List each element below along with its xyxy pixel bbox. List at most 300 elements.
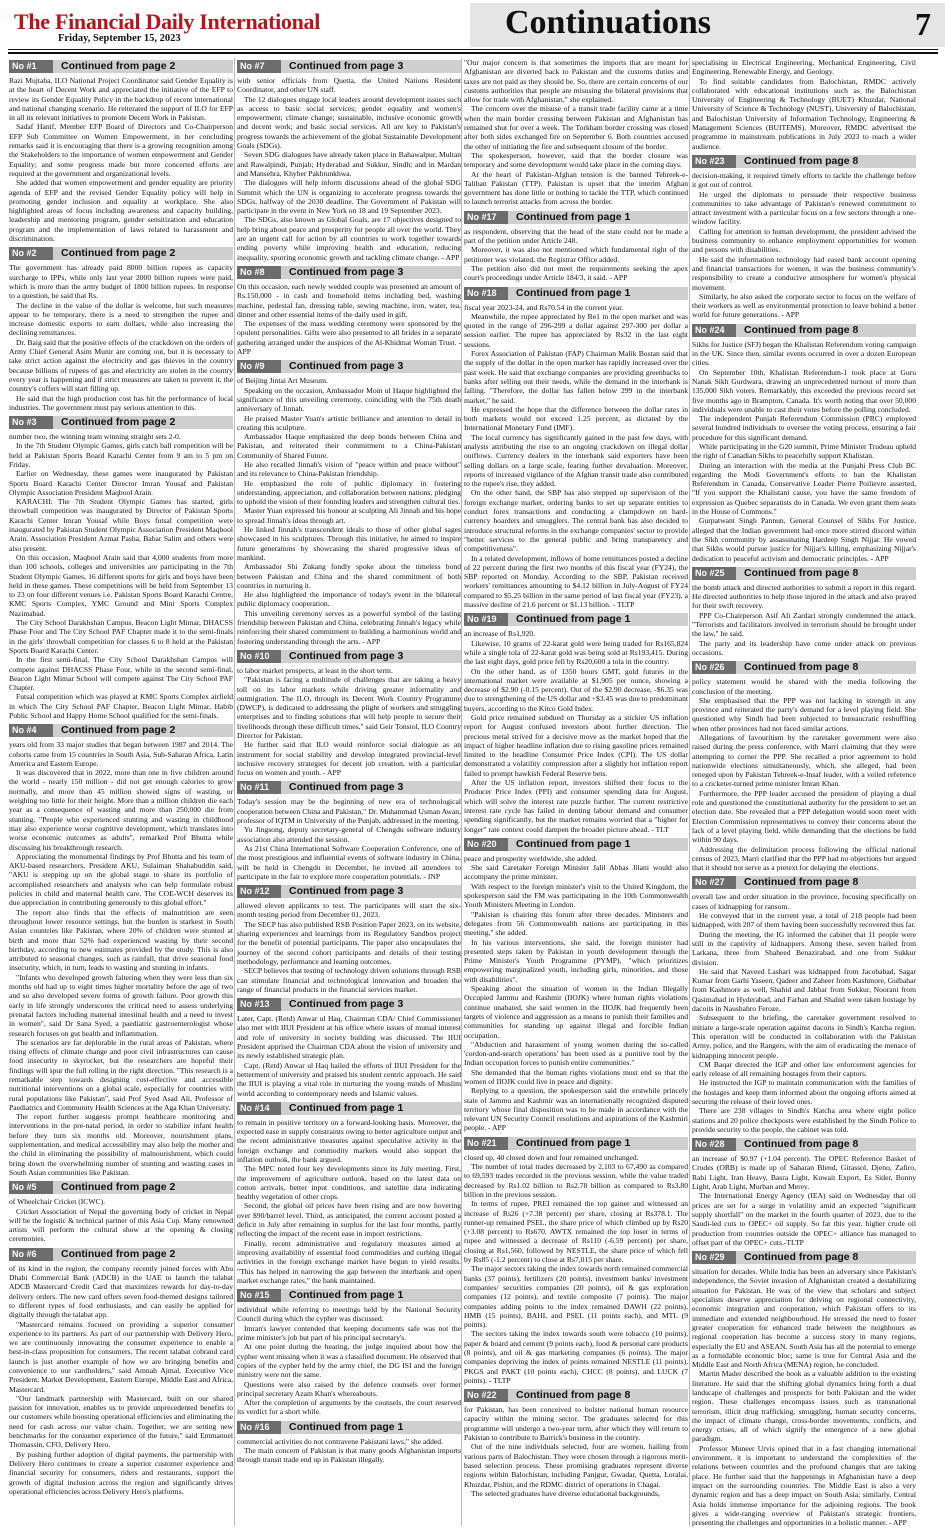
article-paragraph: The expenses of the mass wedding ceremony were sponsored by the opulent personalities. Gifts were also presented to all brides in a separate gathering arranged under the auspices of the Al-Khidmat Woman Trust. - APP bbox=[237, 319, 461, 357]
article-header bbox=[9, 60, 233, 73]
article-body bbox=[237, 1014, 461, 1098]
article-body bbox=[237, 797, 461, 881]
article-paragraph: The report further suggests prompt healthcare monitoring and interventions in the pre-natal period, in order to stabilize infant health before they turn six months old. Moreover, nourishment plans, supplementation, and medical accessibility may also help the mother and the child in eliminating the possibility of malnourishment, which could bring down the overwhelming number of stunting and wasting cases in South Asian communities like Pakistan. bbox=[9, 1112, 233, 1177]
continuation-article bbox=[237, 998, 461, 1098]
article-body bbox=[692, 583, 916, 657]
continued-from-label: Continued from page 3 bbox=[281, 650, 461, 663]
continued-from-label: Continued from page 3 bbox=[281, 998, 461, 1011]
article-number-badge: No #27 bbox=[692, 876, 736, 889]
column-divider bbox=[234, 58, 235, 1526]
article-number-badge: No #7 bbox=[237, 60, 281, 73]
article-paragraph: The scenarios are far deplorable in the rural areas of Pakistan, where rising effects of climate change and poor civil infrastructures can cause food insecurity to skyrocket, but the researchers are hopeful their findings will spur the full rolling in the right direction. "This research is a remarkable step towards designing cost-effective and accessible nutritional interventions on a global scale, especially for countries with rural populations like Pakistan", said Prof Syed Asad Ali, Professor of Paediatrics and Community Health Sciences at the Aga Khan University. bbox=[9, 1037, 233, 1112]
masthead-rule bbox=[8, 49, 938, 50]
continued-from-label: Continued from page 3 bbox=[281, 781, 461, 794]
article-paragraph: At the heart of Pakistan-Afghan tension is the banned Tehreek-e-Taliban Pakistan (TTP). Pakistan is upset that the interim Afghan government has done little or nothing to tackle the TTP, which continued to launch terrorist attacks from across the border. bbox=[464, 169, 688, 207]
article-paragraph: fiscal year 2023-24, and Rs70.54 in the current year. bbox=[464, 302, 624, 312]
continuation-article bbox=[237, 885, 461, 994]
article-body bbox=[237, 901, 461, 994]
continuation-article bbox=[464, 613, 688, 834]
continued-from-label: Continued from page 8 bbox=[508, 1389, 688, 1402]
article-paragraph: During an interaction with the media at the Punjabi Press Club BC regarding the Modi Government's efforts to ban the Khalistan Referendum in Canada, Conservative Leader Pierre Poilievre asserted, "If you support the Khalistani cause, you have the same freedom of expression as Quebec separatists do in Canada. We even grant them seats in the House of Commons." bbox=[692, 460, 916, 517]
article-header bbox=[464, 1389, 688, 1402]
article-paragraph: to labor market prospects, at least in the short term. bbox=[237, 665, 393, 675]
article-paragraph: Finally, recent administrative and regulatory measures aimed at improving availability of essential food commodities and curbing illegal activities in the foreign exchange market have begun to yield results. "This has helped in narrowing the gap between the interbank and open market exchange rates," the bank maintained. bbox=[237, 1238, 461, 1285]
article-paragraph: She demanded that the human rights violations must end so that the women of IIOJK could live in peace and dignity. bbox=[464, 1067, 688, 1086]
article-header bbox=[9, 1248, 233, 1261]
article-paragraph: individual while referring to meetings held by the National Security Council during which the cypher was discussed. bbox=[237, 1305, 461, 1324]
article-header bbox=[464, 613, 688, 626]
article-paragraph: He conveyed that in the current year, a total of 218 people had been kidnapped, with 207 of them having been successfully recovered thus far. bbox=[692, 911, 916, 930]
article-paragraph: During the meeting, the IG informed the cabinet that 11 people were still in the captivity of kidnappers. Among these, seven hailed from Larkana, three from Shaheed Benazirabad, and one from Sukkur division. bbox=[692, 929, 916, 967]
article-body bbox=[464, 1153, 688, 1385]
article-header bbox=[237, 266, 461, 279]
article-paragraph: He urged the diplomats to persuade their respective business communities to take advantage of Pakistan's renewed commitment to attract investment with a particular focus on a few sectors through a one-window facility. bbox=[692, 189, 916, 227]
article-body bbox=[237, 1118, 461, 1285]
continuation-article bbox=[464, 211, 688, 283]
article-paragraph: Furthermore, the PPP leader accused the president of playing a dual role and questioned the constitutional authority for the president to set an election date. She revealed that a PPP delegation would soon meet with Election Commission representatives to convey their concerns about the lack of a level playing field, while demanding that the elections be held within 90 days. bbox=[692, 788, 916, 845]
article-number-badge: No #28 bbox=[692, 1138, 736, 1151]
article-header bbox=[692, 876, 916, 889]
continued-from-label: Continued from page 3 bbox=[281, 885, 461, 898]
article-paragraph: Later, Capt. (Retd) Anwar ul Haq, Chairman CDA/ Chief Commissioner also met with IIUI President at his office where issues of mutual interest and role of university in society building was discussed. The IIUI President apprised the Chairman CDA about the vision of university and its newly established strategic plan. bbox=[237, 1014, 461, 1061]
continued-from-label: Continued from page 3 bbox=[281, 266, 461, 279]
article-body bbox=[237, 1437, 461, 1465]
article-paragraph: Appreciating the monumental findings by Prof Bhutta and his team of AKU-based researchers, President AKU, Sulaiman Shahabuddin said, "AKU is stepping up on the global stage to share its portfolio of accomplished researchers and analysts who can help formulate robust policies in child and maternal health care. The COE-WCH deserves its due appreciation in contributing generously to this global effort." bbox=[9, 851, 233, 908]
article-paragraph: At one point during the hearing, the judge inquired about how the cypher went missing when it was a classified document. He observed that copies of the cypher held by the army chief, the DG ISI and the foreign ministry were not the same. bbox=[237, 1342, 461, 1380]
article-paragraph: He also recalled Jinnah's vision of "peace within and peace without" and its relevance to China-Pakistan friendship. bbox=[237, 459, 461, 479]
article-body bbox=[464, 1405, 688, 1498]
article-body bbox=[464, 227, 688, 283]
continued-from-label: Continued from page 2 bbox=[53, 60, 233, 73]
continuation-article bbox=[692, 567, 916, 657]
article-paragraph: He said that Naveed Lashari was kidnapped from Jacobabad, Sagar Kumar from Garhi Yaseen, Qadeer and Zaheer from Kashmore, Gulbahar from Kashmore as well, Shahid and Jabbar from Sukkur, Noorani from Qasimabad in Hyderabad, and Farhan and Shahid were taken hostage by dacoits in Naushahro Feroze. bbox=[692, 966, 916, 1014]
article-number-badge: No #13 bbox=[237, 998, 281, 1011]
article-paragraph: decision-making, it required timely efforts to tackle the challenge before it got out of control. bbox=[692, 170, 916, 190]
article-body bbox=[692, 58, 916, 151]
page-number: 7 bbox=[915, 6, 931, 42]
article-paragraph: Speaking on the occasion, Ambassador Moin ul Haque highlighted the significance of this unveiling ceremony, coinciding with the 75th death anniversary of Jinnah. bbox=[237, 385, 461, 414]
article-body bbox=[464, 58, 688, 207]
article-body bbox=[692, 677, 916, 872]
article-paragraph: He instructed the IGP to maintain communication with the families of the hostages and keep them informed about the ongoing efforts aimed at securing the release of their loved ones. bbox=[692, 1078, 916, 1106]
continuation-article bbox=[692, 1138, 916, 1247]
article-body bbox=[692, 892, 916, 1134]
article-paragraph: KARACHI: The 7th Student Olympic Games has started, girls throwball competition was inaugurated by Director of Pakistan Sports Karachi Center Imran Yousaf while Boys futsal competition were inaugurated by Pakistan Student Olympic Association President Maqbool Arain. Association President Azmat Pasha, Babar Salim and others were also present. bbox=[9, 497, 233, 553]
continuation-article bbox=[464, 287, 688, 610]
article-header bbox=[237, 360, 461, 373]
article-paragraph: The MPC noted four key developments since its July meeting. First, the improvement of agriculture outlook, based on the latest data on cotton arrivals, better input conditions, and satellite data indicating healthy vegetation of other crops. bbox=[237, 1164, 461, 1202]
article-paragraph: "Abduction and harassment of young women during the so-called 'cordon-and-search operations' has been used as a punitive tool by the Indian occupation forces to punish entire communities." bbox=[464, 1039, 688, 1068]
article-paragraph: Yu Jingsong, deputy secretary-general of Chengdu software industry association also attended the session. bbox=[237, 825, 461, 844]
publication-date: Friday, September 15, 2023 bbox=[58, 33, 181, 44]
article-body bbox=[692, 1154, 916, 1247]
article-paragraph: The major sectors taking the index towards north remained commercial banks (37 points), fertilizers (20 points), investment banks/ investment companies/ securities companies (20 points), oil & gas exploration companies (12 points), and textile composite (7 points). The major companies adding points to the index remained DAWH (22 points), HMB (15 points), BAHL and PSEL (11 points each), and MTL (9 points). bbox=[464, 1264, 688, 1330]
section-title: Continuations bbox=[505, 4, 711, 41]
continued-from-label: Continued from page 1 bbox=[508, 613, 688, 626]
continued-from-label: Continued from page 2 bbox=[53, 1248, 233, 1261]
article-paragraph: Speaking about the situation of women in the Indian Illegally Occupied Jammu and Kashmir (IIOJK) where human rights violations continue unabated, she said women in the IIOJK had frequently been targets of violence and aggression as a means to punish their families and communities for standing up against illegal and forcible Indian occupation. bbox=[464, 984, 688, 1040]
article-header bbox=[237, 1289, 461, 1302]
continued-from-label: Continued from page 8 bbox=[736, 567, 916, 580]
article-paragraph: On the other hand, as of 1350 hours GMT, gold futures in the international market were available at $1,905 per ounce, showing a decrease of $2.90 (-0.15 percent). Out of the $2.90 decrease, -$6.35 was due to strengthening of the US dollar and +$3.45 was due to predominant buyers, according to the Kitco Gold Index. bbox=[464, 666, 688, 713]
article-body bbox=[464, 629, 688, 834]
article-paragraph: The report also finds that the effects of malnutrition are seen throughout lower resource settings, but the burden is starkest in South Asian countries like Pakistan, where 20% of children were stunted at birth and more than 52% had experienced wasting by their second birthday, according to new estimates provided by the study. This is also attributed to seasonal changes, such as rainfall, that drive seasonal food insecurity, which, in turn, leads to wasting and stunting in infants. bbox=[9, 907, 233, 973]
continuation-article bbox=[237, 266, 461, 356]
article-paragraph: The sectors taking the index towards south were tobacco (10 points), paper & board and cement (9 points each), food & personal care products (8 points), and oil & gas marketing companies (6 points). The major companies depriving the index of points remained NESTLE (11 points), PKGS and PAKT (10 points each), CHCC (8 points), and LUCK (7 points). - TLTP bbox=[464, 1329, 688, 1385]
article-paragraph: The concern over the misuse of a transit trade facility came at a time when the main border crossing between Pakistan and Afghanistan has remained shut for over a week. The Torkham border crossing was closed after both sides exchanged fire on September 6. Both countries accused the other of initiating the fire and subsequent closure of the border. bbox=[464, 104, 688, 151]
article-header bbox=[9, 416, 233, 429]
article-number-badge: No #16 bbox=[237, 1421, 281, 1434]
continued-from-label: Continued from page 2 bbox=[53, 724, 233, 737]
article-paragraph: Today's session may be the beginning of new era of technological cooperation between China and Pakistan," Dr. Muhammad Usman Awan, professor of IQTM in University of the Punjab, addressed in the meeting. bbox=[237, 797, 461, 826]
article-paragraph: of Wheelchair Cricket (ICWC). bbox=[9, 1197, 106, 1207]
article-header bbox=[237, 998, 461, 1011]
article-paragraph: The SDGs, also known as Global Goals, are 17 objectives designed to help bring about peace and prosperity for people all over the world. They are an urgent call for action by all countries to work together towards ending poverty while improving health and education, reducing inequality, spurring economic growth and tackling climate change. - APP bbox=[237, 215, 461, 262]
continuation-article bbox=[9, 416, 233, 720]
article-number-badge: No #23 bbox=[692, 155, 736, 168]
continuation-article bbox=[464, 1137, 688, 1385]
article-body bbox=[237, 76, 461, 262]
article-header bbox=[464, 287, 688, 300]
column-2 bbox=[237, 58, 461, 1528]
continuation-article bbox=[9, 724, 233, 1177]
article-paragraph: He also highlighted the importance of today's event in the bilateral public diplomacy cooperation. bbox=[237, 590, 461, 609]
article-paragraph: "Infants who developed growth faltering when they were less than six months old had up to eight times higher mortality before the age of two and so also developed severe forms of growth failure. Poor growth this early in life strongly underscores the critical need to assess underlying prenatal factors including maternal intestinal health and a need to invest in women", said Dr Sana Syed, a paediatric gastroenterologist whose research focuses on gut health and inflammation. bbox=[9, 972, 233, 1038]
article-body bbox=[464, 854, 688, 1133]
article-paragraph: Imran's lawyer contended that keeping documents safe was not the prime minister's job but part of his principal secretary's. bbox=[237, 1323, 461, 1343]
article-paragraph: On this occasion, Maqbool Arain said that 4,000 students from more than 100 schools, colleges and universities are participating in the 7th Student Olympic Games, 16 different sports for girls and boys have been held in these games. These competitions will be held from September 13 to 23 on four different venues i.e. Pakistan Sports Board Karachi Centre, KMC Sports Complex, YMC Ground and Mini Sports Complex Nazimabad. bbox=[9, 552, 233, 618]
article-paragraph: The number of total trades decreased by 2,103 to 67,490 as compared to 69,593 trades recorded in the previous session, while the value traded decreased by Rs1.02 billion to Rs2.78 billion as compared to Rs3.80 billion in the previous session. bbox=[464, 1162, 688, 1199]
article-paragraph: overall law and order situation in the province, focusing specifically on cases of kidnapping for ransom. bbox=[692, 892, 916, 911]
continuation-article bbox=[692, 58, 916, 151]
continuation-article bbox=[692, 324, 916, 563]
article-paragraph: "Our major concern is that sometimes the imports that are meant for Afghanistan are diverted back to Pakistan and the customs duties and taxes are not paid as they should be. So, there are certain concerns of our customs authorities that people are misusing the bilateral provisions that allow for trade with Afghanistan," she explained. bbox=[464, 58, 688, 105]
article-number-badge: No #26 bbox=[692, 661, 736, 674]
continued-from-label: Continued from page 2 bbox=[53, 1181, 233, 1194]
article-paragraph: Similarly, he also asked the corporate sector to focus on the welfare of their workers as well as environmental protection to leave behind a better world for future generations. - APP bbox=[692, 291, 916, 320]
article-paragraph: Master Yuan expressed his honour at sculpting Ali Jinnah and his hope to spread Jinnah's ideas through art. bbox=[237, 506, 461, 525]
continued-from-label: Continued from page 8 bbox=[736, 324, 916, 337]
continued-from-label: Continued from page 1 bbox=[508, 1137, 688, 1150]
article-paragraph: Forex Association of Pakistan (FAP) Chairman Malik Bostan said that the supply of the dollar in the open market has rapidly increased over the past week. He said that exchange companies are providing greenbacks to banks after selling out their needs, while the demand in the interbank is falling. "Therefore, the dollar has fallen below 299 in the interbank market," he said. bbox=[464, 349, 688, 405]
article-paragraph: With respect to the foreign minister's visit to the United Kingdom, the spokesperson said the FM was participating in the 10th Commonwealth Youth Ministers Meeting in London. bbox=[464, 881, 688, 910]
column-3 bbox=[464, 58, 688, 1528]
article-paragraph: as respondent, observing that the head of the state could not be made a part of the petition under Article 248. bbox=[464, 226, 688, 246]
continuation-article bbox=[464, 1389, 688, 1498]
continuation-article bbox=[237, 60, 461, 262]
article-number-badge: No #19 bbox=[464, 613, 508, 626]
article-number-badge: No #20 bbox=[464, 838, 508, 851]
article-paragraph: Allegations of favouritism by the caretaker government were also raised during the press conference, with Marri claiming that they were attempting to corner the PPP. She recalled a prior agreement to hold nationwide elections simultaneously, which, she alleged, had been reneged upon by Pakistan Tehreek-e-Insaf leader, with a veiled reference to a cricketer-turned prime minister Imran Khan. bbox=[692, 733, 916, 789]
article-number-badge: No #10 bbox=[237, 650, 281, 663]
article-paragraph: The SECP has also published RSB Position Paper 2023, on its website, sharing experiences and learnings from its Regulatory Sandbox project for the benefit of potential participants. The paper also encapsulates the journey of the second cohort participants and details of their testing methodology, performance and learning outcomes. bbox=[237, 919, 461, 966]
article-header bbox=[692, 155, 916, 168]
article-paragraph: specialising in Electrical Engineering, Mechanical Engineering, Civil Engineering, Renewable Energy, and Geology. bbox=[692, 58, 916, 77]
article-paragraph: In a related development, inflows of home remittances posted a decline of 22 percent during the first two months of this fiscal year (FY24), the SBP reported on Monday. According to the SBP, Pakistan received workers' remittances amounting to $4.12 billion in July-August of FY24 compared to $5.25 billion in the same period of last fiscal year (FY23), a massive decline of 21.6 percent or $1.13 billion. - TLTP bbox=[464, 553, 688, 610]
article-body bbox=[9, 1197, 233, 1243]
article-paragraph: On the other hand, the SBP has also stepped up supervision of the foreign exchange market, ordering banks to set up separate entities to conduct forex transactions and conducting a clampdown on hard-currency hoarders and smugglers. The central bank has also decided to introduce structural reforms in the exchange companies' sector to provide "better services to the general public and bring transparency and competitiveness". bbox=[464, 488, 688, 554]
article-paragraph: The local currency has significantly gained in the past few days, with analysts attributing the rise to an ongoing crackdown on illegal dollar outflows. Currency dealers in the interbank said exporters have been selling dollars on a large scale, fearing further devaluation. Moreover, reports of increased vigilance of the Afghan transit trade also contributed to the rupee's rise, they added. bbox=[464, 432, 688, 489]
article-paragraph: Ambassador Haque emphasized the deep bonds between China and Pakistan, and reiterated their commitment to a China-Pakistan Community of Shared Future. bbox=[237, 432, 461, 460]
article-paragraph: The petition also did not meet the requirements seeking the apex court's proceedings under Article 184/3, it said. - APP bbox=[464, 263, 688, 283]
article-paragraph: CM Baqar directed the IGP and other law enforcement agencies for early release of all remaining hostages from their captors. bbox=[692, 1059, 916, 1079]
article-paragraph: the bomb attack and directed authorities to submit a report in this regard. He directed authorities to help those injured in the attack and also prayed for their swift recovery. bbox=[692, 582, 916, 611]
article-paragraph: commercial activities do not contravene Pakistani laws," she added. bbox=[237, 1436, 443, 1446]
continuation-article bbox=[692, 876, 916, 1134]
article-paragraph: PPP Co-Chairperson Asif Ali Zardari strongly condemned the attack. "Terrorists and facilitators involved in terrorism should be brought under the law," he said. bbox=[692, 610, 916, 639]
article-paragraph: Addressing the delimitation process following the official national census of 2023, Marri clarified that the PPP had no objections but argued that it should not serve as a pretext for delaying the elections. bbox=[692, 844, 916, 873]
article-header bbox=[464, 1137, 688, 1150]
article-paragraph: number two, the winning team winning straight sets 2-0. bbox=[9, 432, 181, 442]
continued-from-label: Continued from page 1 bbox=[508, 211, 688, 224]
article-paragraph: He said that the high production cost has hit the performance of local industries. The government must pay serious attention to this. bbox=[9, 393, 233, 412]
article-paragraph: Professor Muneer Urvis opined that in a fast changing international environment, it is important to understand the complexities of the relations between countries and the profound changes that are taking place. He further said that the happenings in Afghanistan have a deep impact on the surrounding countries. The Middle East is also a very dynamic region and has a deep impact on South Asia; similarly, Central Asia holds immense importance for the adjoining regions. The book gives a wide-ranging overview of Pakistan's strategic frontiers, presenting the challenges and opportunities in a holistic manner. - APP bbox=[692, 1443, 916, 1528]
article-paragraph: Sadaf Hanif, Member EFP Board of Directors and Co-Chairperson EFP Sub Committee on Women Empowerment, in her concluding remarks said it is encouraging that there is a growing recognition among the Stakeholders to the importance of women empowerment and Gender Equality; and some progress made but more concerted efforts are required at the government and organizational levels. bbox=[9, 122, 233, 178]
article-header bbox=[9, 724, 233, 737]
continued-from-label: Continued from page 8 bbox=[736, 1138, 916, 1151]
article-header bbox=[9, 247, 233, 260]
article-paragraph: to remain in positive territory on a forward-looking basis. Moreover, the expected ease in supply constraints owing to better agriculture output and the recent administrative measures against speculative activity in the foreign exchange and commodity markets would also support the inflation outlook, the bank argued. bbox=[237, 1117, 461, 1164]
article-paragraph: While participating in the G20 summit, Prime Minister Trudeau upheld the right of Canadian Sikhs to peacefully support Khalistan. bbox=[692, 441, 916, 461]
article-body bbox=[237, 282, 461, 356]
article-paragraph: "Pakistan is facing a multitude of challenges that are taking a heavy toll on its labor markets while driving greater informality and outmigration. The ILO, through its Decent Work Country Programme (DWCP), is dedicated to addressing the plight of workers and struggling enterprises and to finding solutions that will help people to secure their livelihoods through these difficult times," said Geir Tonstol, ILO Country Director for Pakistan. bbox=[237, 675, 461, 740]
article-paragraph: allowed eleven applicants to test. The participants will start the six-month testing period from December 01, 2023. bbox=[237, 901, 461, 920]
article-paragraph: She said Caretaker Foreign Minister Jalil Abbas Jilani would also accompany the prime minister. bbox=[464, 863, 688, 882]
article-paragraph: The spokesperson, however, said that the border closure was temporary and some development would take place in the coming days. bbox=[464, 150, 688, 170]
article-paragraph: an increase of $0.97 (+1.04 percent). The OPEC Reference Basket of Crudes (ORB) is made up of Saharan Blend, Girassol, Djeno, Zafiro, Rabi Light, Iran Heavy, Basra Light, Kuwait Export, Es Sider, Bonny Light, Arab Light, Murban and Merey. bbox=[692, 1154, 916, 1192]
article-body bbox=[237, 376, 461, 646]
article-header bbox=[237, 650, 461, 663]
article-paragraph: Seven SDG dialogues have already taken place in Bahawalpur, Multan and Rawalpindi, Punjab; Hyderabad and Sukkur, Sindh; and in Mardan and Mansehra, Khyber Pakhtunkhwa. bbox=[237, 150, 461, 178]
article-paragraph: an increase of Rs1,920. bbox=[464, 629, 536, 639]
continuation-article bbox=[692, 1251, 916, 1527]
continuation-article bbox=[464, 58, 688, 207]
article-paragraph: Meanwhile, the rupee appreciated by Re1 in the open market and was quoted in the range of 296-299 a dollar against 297-300 per dollar a session earlier. The rupee has appreciated by Rs32 in the last eight sessions. bbox=[464, 311, 688, 349]
article-number-badge: No #3 bbox=[9, 416, 53, 429]
continuation-article bbox=[692, 661, 916, 872]
article-number-badge: No #4 bbox=[9, 724, 53, 737]
article-paragraph: He expressed the hope that the difference between the dollar rates in both markets would not exceed 1.25 percent, as dictated by the International Monetary Fund (IMF). bbox=[464, 404, 688, 433]
article-paragraph: The decline in the value of the dollar is welcome, but such measures appear to be temporary, there is a need to strengthen the rupee and increase domestic exports to earn dollars, while also increasing the declining remittances. bbox=[9, 300, 233, 338]
article-body bbox=[692, 1267, 916, 1527]
article-number-badge: No #21 bbox=[464, 1137, 508, 1150]
continued-from-label: Continued from page 1 bbox=[281, 1289, 461, 1302]
continuation-article bbox=[237, 781, 461, 881]
continuation-article bbox=[237, 1289, 461, 1417]
continuation-article bbox=[692, 155, 916, 320]
article-paragraph: On September 10th, Khalistan Referendum-1 took place at Guru Nanak Sikh Gurdwara, drawing an unprecedented turnout of more than 135,000 Sikh voters. Remarkably, this exceeded the previous record set five months ago in Brampton, Canada. It's worth noting that over 50,000 individuals were unable to cast their votes before the polling concluded. bbox=[692, 367, 916, 414]
article-paragraph: As 21st China International Software Cooperation Conference, one of the most prestigious and influential events of software industry in China, will be held in Chengdu in December, he invited all attendees to participate in the fair to explore more cooperation potentials. - INP bbox=[237, 843, 461, 881]
article-paragraph: This unveiling ceremony serves as a powerful symbol of the lasting friendship between Pakistan and China, celebrating Jinnah's legacy while reinforcing their shared commitment to building a harmonious world and fostering understanding through the arts. - APP bbox=[237, 608, 461, 646]
article-header bbox=[692, 324, 916, 337]
article-paragraph: In terms of rupee, PREI remained the top gainer and witnessed an increase of Rs26 (+7.38 percent) per share, closing at Rs378.1. The runner-up remained PSEL, the share price of which climbed up by Rs20 (+3.08 percent) to Rs670. AWTX remained the top loser in terms of rupee and witnessed a decrease of Rs110 (-6.59 percent) per share, closing at Rs1,560, followed by NESTLE, the share price of which fell by Rs85 (-1.2 percent) to close at Rs7,015 per share. bbox=[464, 1199, 688, 1265]
continuation-article bbox=[464, 838, 688, 1133]
article-number-badge: No #1 bbox=[9, 60, 53, 73]
article-paragraph: "Pakistan is chairing this forum after three decades. Ministers and delegates from 56 Commonwealth nations are participating in this meeting," she added. bbox=[464, 909, 688, 938]
continued-from-label: Continued from page 8 bbox=[736, 1251, 916, 1264]
continued-from-label: Continued from page 2 bbox=[53, 416, 233, 429]
article-body bbox=[9, 1264, 233, 1496]
article-paragraph: She emphasised that the PPP was not lacking in strength in any province and reiterated the party's demand for a level playing field. She questioned why Sindh had been subjected to bureaucratic reshuffling when other provinces had not faced similar actions. bbox=[692, 695, 916, 733]
article-body bbox=[9, 263, 233, 412]
continuation-article bbox=[237, 650, 461, 778]
article-number-badge: No #8 bbox=[237, 266, 281, 279]
article-paragraph: Ambassador Shi Zukang fondly spoke about the timeless bond between Pakistan and China and the shared commitment of both countries in nurturing it. bbox=[237, 562, 461, 590]
article-body bbox=[237, 1305, 461, 1417]
article-body bbox=[692, 340, 916, 563]
article-number-badge: No #15 bbox=[237, 1289, 281, 1302]
article-paragraph: "Mastercard remains focused on providing a superior consumer experience to its partners. As part of our partnership with Delivery Hero, we are continuously innovating the consumer experience to enable a best-in-class proposition for consumers. The recent talabat cobrand card launch is just another example of how we are bringing benefits and convenience to our cardholders," said Amnah Ajmal, Executive Vice President, Market Development, Eastern Europe, Middle East and Africa, Mastercard. bbox=[9, 1319, 233, 1394]
continuation-article bbox=[9, 60, 233, 243]
article-paragraph: She added that women empowerment and gender equality are priority agenda of EFP and the revised Gender Equality policy will help in promoting gender inclusion and equality at workplace. She also highlighted areas of focus including awareness and capacity building, leadership and mentoring program, gender sensitization and education program and the implementation of laws related to harassment and discrimination. bbox=[9, 178, 233, 244]
continued-from-label: Continued from page 1 bbox=[508, 838, 688, 851]
article-paragraph: "Our landmark partnership with Mastercard, built on our shared passion for innovation, enables us to provide unprecedented benefits to our customers while boosting operational efficiencies and eliminating the need for cash across our value chain. Together, we are setting new benchmarks for the consumer experience of the future," said Emmanuel Thomassin, CFO, Delivery Hero. bbox=[9, 1393, 233, 1450]
article-paragraph: He praised Master Yuan's artistic brilliance and attention to detail in creating this sculpture. bbox=[237, 413, 461, 432]
article-paragraph: There are 238 villages in Sindh's Katcha area where eight police stations and 20 police checkposts were established by the Sindh Police to provide security to the people, the cabinet was told. bbox=[692, 1106, 916, 1134]
article-header bbox=[237, 60, 461, 73]
article-paragraph: of Beijing Jintai Art Museum. bbox=[237, 376, 328, 386]
article-paragraph: The party and its leadership have come under attack on previous occasions. bbox=[692, 638, 916, 657]
article-paragraph: On this occasion, each newly wedded couple was presented an amount of Rs.150,000 - in cash and household items including bed, washing machine, pedestal fan, dressing table, sewing machine, iron, water, tea, dinner and other essential items of the daily used in gift. bbox=[237, 281, 461, 319]
article-header bbox=[237, 885, 461, 898]
article-paragraph: closed up, 40 closed down and four remained unchanged. bbox=[464, 1152, 639, 1162]
article-header bbox=[237, 1421, 461, 1434]
article-header bbox=[692, 1138, 916, 1151]
article-header bbox=[692, 567, 916, 580]
continued-from-label: Continued from page 8 bbox=[736, 876, 916, 889]
article-paragraph: By pushing further adoption of digital payments, the partnership with Delivery Hero continues to create a superior customer experience and financial security for consumers, riders and restaurants, support the growth of digital inclusion across the region and significantly drives operational efficiencies across Delivery Hero's platforms. bbox=[9, 1449, 233, 1496]
continued-from-label: Continued from page 1 bbox=[508, 287, 688, 300]
continued-from-label: Continued from page 2 bbox=[53, 247, 233, 260]
article-paragraph: Sikhs for Justice (SFJ) began the Khalistan Referendum voting campaign in the UK. Since then, similar events occurred in over a dozen European cities. bbox=[692, 339, 916, 368]
continued-from-label: Continued from page 1 bbox=[281, 1421, 461, 1434]
article-paragraph: After the completion of arguments by the counsels, the court reserved its verdict for a short while. bbox=[237, 1398, 461, 1417]
continuation-article bbox=[9, 1248, 233, 1496]
article-paragraph: peace and prosperity worldwide, she added. bbox=[464, 853, 598, 863]
article-number-badge: No #25 bbox=[692, 567, 736, 580]
article-header bbox=[692, 661, 916, 674]
article-header bbox=[237, 781, 461, 794]
article-paragraph: Out of the nine individuals selected, four are women, hailing from various parts of Balochistan. They were chosen through a rigorous merit-based selection process. These promising graduates represent diverse regions within Balochistan, including Panjgur, Gwadar, Quetta, Loralai, Khuzdar, Pishin, and the RDMC district of operations in Chagai. bbox=[464, 1442, 688, 1489]
article-number-badge: No #9 bbox=[237, 360, 281, 373]
continuation-article bbox=[9, 1181, 233, 1243]
article-body bbox=[464, 303, 688, 610]
continuation-article bbox=[237, 360, 461, 646]
article-paragraph: The City School Darakhshan Campus, Beacon Light Mimar, DHACSS Phase Four and The City School PAF Chapter made it to the semi-finals in the girls' throwball competition for classes 6 to 8 held at the Pakistan Sports Board Karachi Center. bbox=[9, 618, 233, 655]
continuation-article bbox=[237, 1421, 461, 1465]
article-header bbox=[464, 211, 688, 224]
article-paragraph: for Pakistan, has been conceived to bolster national human resource capacity within the mining sector. The graduates selected for this programme will undergo a two-year term, after which they will return to Pakistan to contribute to Barrick's business in the country. bbox=[464, 1405, 688, 1443]
article-paragraph: Moreover, it was also not mentioned which fundamental right of the petitioner was violated, the Registrar Office added. bbox=[464, 245, 688, 264]
article-body bbox=[9, 432, 233, 720]
article-header bbox=[237, 1102, 461, 1115]
article-paragraph: Gurpatwant Singh Pannun, General Counsel of Sikhs For Justice, alleged that the Indian government had once more stirred discord within the Sikh community by assassinating Hardeep Singh Nijjar. He vowed that Sikhs would pursue justice for Nijjar's killing, emphasizing Nijjar's dedication to peaceful activism and democratic principles. - APP bbox=[692, 516, 916, 563]
continued-from-label: Continued from page 8 bbox=[736, 155, 916, 168]
article-paragraph: The independent Punjab Referendum Commission (PRC) employed several hundred individuals to oversee the voting process, ensuring a fair procedure for this significant demand. bbox=[692, 414, 916, 442]
article-body bbox=[9, 76, 233, 243]
article-body bbox=[237, 666, 461, 778]
article-body bbox=[692, 171, 916, 320]
article-paragraph: He further said that ILO would reinforce social dialogue as an instrument for social stability and develop integrated provincial-level inclusive recovery strategies for decent job creation, with a particular focus on women and youth. - APP bbox=[237, 740, 461, 778]
article-paragraph: The selected graduates have diverse educational backgrounds, bbox=[471, 1488, 660, 1498]
article-paragraph: SECP believes that testing of technology driven solutions through RSB can stimulate financial and technological innovation and broaden the range of financial products in the financial services market. bbox=[237, 966, 461, 994]
article-number-badge: No #14 bbox=[237, 1102, 281, 1115]
article-paragraph: In the 7th Student Olympic Games, girls catch ball competition will be held at Pakistan Sports Board Karachi Center from 9 am to 5 pm on Friday. bbox=[9, 441, 233, 469]
article-paragraph: Second, the global oil prices have been rising and are now hovering over $90/barrel level. Third, as anticipated, the current account posted a deficit in July after remaining in surplus for the last four months, partly reflecting the impact of the recent ease in import restrictions. bbox=[237, 1201, 461, 1239]
column-divider bbox=[461, 58, 462, 1526]
article-paragraph: Likewise, 10 grams of 22-karat gold were being traded for Rs165,824 while a single tola of 22-karat gold was being sold at Rs193,415. During the last eight days, gold price fell by Rs20,600 a tola in the country. bbox=[464, 638, 688, 667]
article-header bbox=[464, 838, 688, 851]
masthead-rule-thick bbox=[8, 52, 938, 54]
article-number-badge: No #24 bbox=[692, 324, 736, 337]
article-paragraph: The 12 dialogues engage local leaders around development issues such as access to basic social services; gender equality and women's empowerment; climate change; sustainable, inclusive economic growth and decent work; and basic social services. All are key to Pakistan's progress towards the achievement of the global Sustainable Development Goals (SDGs). bbox=[237, 94, 461, 151]
article-paragraph: years old from 33 major studies that began between 1987 and 2014. The cohorts came from 15 countries in South Asia, Sub-Saharan Africa, Latin America and Eastern Europe. bbox=[9, 740, 233, 768]
article-paragraph: Earlier on Wednesday, these games were inaugurated by Pakistan Sports Board Karachi Center Director Imran Yousaf and Pakistan Olympic Association President Maqbool Arain. bbox=[9, 469, 233, 497]
article-body bbox=[9, 740, 233, 1177]
article-paragraph: Razi Mujtaba, ILO National Project Coordinator said Gender Equality is at the heart of Decent Work and appreciated the initiative of the EFP to review its Gender Equality Policy in the backdrop of recent international and national changing scenario. He reiterated the support of ILO for EFP in all its relevant initiatives to promote Decent Work in Pakistan. bbox=[9, 76, 233, 123]
publication-title: The Financial Daily International bbox=[14, 9, 321, 34]
article-paragraph: Futsal competition which was played at KMC Sports Complex airfield in which The City School PAF Chapter, Beacon Light Mimar, Habib Public School and Happy Home School qualified for the semi-finals. bbox=[9, 692, 233, 720]
article-number-badge: No #2 bbox=[9, 247, 53, 260]
article-paragraph: It was discovered that in 2022, more than one in five children around the world - nearly 150 million - did not get enough calories to grow normally, and more than 45 million showed signs of wasting, or weighing too little for their height. More than a million children die each year as a consequence of wasting and more than 250,000 die from stunting. "People who experienced stunting and wasting in childhood may also experience worse cognitive development, which translates into worse economic outcomes as adults", remarked Prof Bhutta while discussing his breakthrough research. bbox=[9, 768, 233, 852]
article-paragraph: with senior officials from Quetta, the United Nations Resident Coordinator, and other UN staff. bbox=[237, 76, 461, 95]
article-paragraph: Replying to a question, the spokesperson said the erstwhile princely state of Jammu and Kashmir was an internationally recognized disputed territory whose final disposition was to be made in accordance with the relevant UN Security Council resolutions and aspirations of the Kashmiri people. - APP bbox=[464, 1086, 688, 1133]
continued-from-label: Continued from page 1 bbox=[281, 1102, 461, 1115]
article-paragraph: After the US inflation report, investors shifted their focus to the Producer Price Index (PPI) and consumer spending data for August, which will solve the interest rate puzzle further. The current restrictive interest rate cycle has failed in denting labour demand and consumer spending significantly, but the market remains worried that a "higher for longer" rate context could dampen the broader picture ahead. - TLT bbox=[464, 778, 688, 834]
article-paragraph: Martin Mader described the book as a valuable addition to the existing literature. He said that the shifting global dynamics bring forth a dual landscape of challenges and prospects for both Pakistan and the wider region. These challenges encompass issues such as transnational terrorism, illicit drug trafficking, smuggling, human security concerns, the impact of climate change, cross-border movements, conflicts, and energy crises, all of which signify the emergence of a new global paradigm. bbox=[692, 1369, 916, 1444]
article-paragraph: To find suitable candidates from Balochistan, RMDC actively collaborated with educational institutions such as the Balochistan University of Engineering & Technology (BUET) Khuzdar, National University of Science & Technology (NUST), University of Balochistan, and Balochistan University of Information Technology, Engineering & Management Sciences (BUITEMS). Moreover, RMDC advertised the programme in mainstream publications in July 2023 to reach a wider audience. bbox=[692, 76, 916, 151]
continuation-article bbox=[9, 247, 233, 412]
article-paragraph: Cricket Association of Nepal the governing body of cricket in Nepal will be the logistic & technical partner of this Asia Cup. Many renowned artists will perform the cultural show at the opening & closing ceremonies. bbox=[9, 1206, 233, 1244]
article-number-badge: No #11 bbox=[237, 781, 281, 794]
article-number-badge: No #29 bbox=[692, 1251, 736, 1264]
column-divider bbox=[689, 58, 690, 1526]
article-paragraph: of its kind in the region, the company recently joined forces with Abu Dhabi Commercial Bank (ADCB) in the UAE to launch the talabat ADCB Mastercard Credit Card that maximizes rewards for day-to-day delivery orders. The new card offers seven food-themed designs tailored to different types of food enthusiasts, and can easily be applied for digitally through the talabat app. bbox=[9, 1263, 233, 1320]
article-number-badge: No #12 bbox=[237, 885, 281, 898]
column-1 bbox=[9, 58, 233, 1528]
article-number-badge: No #5 bbox=[9, 1181, 53, 1194]
article-header bbox=[9, 1181, 233, 1194]
article-paragraph: Subsequent to the briefing, the caretaker government resolved to initiate a large-scale operation against dacoits in Sindh's Katcha region. This operation will be conducted in collaboration with the Pakistan Army, police, and the Rangers, with the aim of eradicating the menace of kidnapping innocent people. bbox=[692, 1013, 916, 1060]
article-paragraph: In his various interventions, she said, the foreign minister had presented steps taken by Pakistan in youth development through the Prime Minister's Youth Programme (PYMP), "which prioritizes empowering marginalized youth, including girls, minorities, and those with disabilities". bbox=[464, 937, 688, 984]
article-paragraph: He emphasized the role of public diplomacy in fostering understanding, appreciation, and collaboration between nations, pledging to uphold the vision of their founding leaders and strengthen cultural ties. bbox=[237, 478, 461, 507]
article-paragraph: In the first semi-final, The City School Darakhshan Campus will compete against DHACSS Phase Four, while in the second semi-final, Beacon Light Mimar School will compete against The City School PAF Chapter. bbox=[9, 655, 233, 693]
article-number-badge: No #17 bbox=[464, 211, 508, 224]
article-number-badge: No #18 bbox=[464, 287, 508, 300]
article-paragraph: The main concern of Pakistan is that many goods Afghanistan imports through transit trade end up in Pakistan illegally. bbox=[237, 1446, 461, 1465]
continued-from-label: Continued from page 3 bbox=[281, 60, 461, 73]
article-paragraph: The dialogues will help inform discussions ahead of the global SDG Summit which the UN is organizing to accelerate progress towards the SDGs, halfway of the 2030 deadline. The Government of Pakistan will participate in the event in New York on 18 and 19 September 2023. bbox=[237, 178, 461, 216]
article-number-badge: No #6 bbox=[9, 1248, 53, 1261]
article-paragraph: He said the information technology had eased bank account opening and financial transactions for women, it was the business community's responsibility to create a conducive atmosphere for women's physical movement. bbox=[692, 254, 916, 292]
article-paragraph: Calling for attention to human development, the president advised the business community to enhance employment opportunities for women and persons with disabilities. bbox=[692, 226, 916, 255]
article-number-badge: No #22 bbox=[464, 1389, 508, 1402]
article-paragraph: He linked Jinnah's transcendent ideals to those of other global sages showcased in his sculptures. Through this initiative, he aimed to inspire future generations by showcasing the shared progressive ideas of mankind. bbox=[237, 525, 461, 562]
masthead bbox=[0, 0, 945, 50]
continued-from-label: Continued from page 3 bbox=[281, 360, 461, 373]
column-4 bbox=[692, 58, 916, 1528]
article-paragraph: The government has already paid 8000 billion rupees as capacity surcharge to IPPs, while only last year 2000 billion rupees were paid, which is more than the army budget of 1800 billion rupees. In response to a question, he said that Rs. bbox=[9, 263, 233, 301]
article-paragraph: Capt. (Retd) Anwar ul Haq hailed the efforts of IIUI President for the betterment of university and praised his student centric approach. He said the IIUI is playing a vital role in nurturing the young minds of Muslim world according to contemporary needs and Islamic values. bbox=[237, 1060, 461, 1098]
article-paragraph: policy statement would be shared with the media following the conclusion of the meeting. bbox=[692, 677, 916, 696]
continued-from-label: Continued from page 8 bbox=[736, 661, 916, 674]
article-paragraph: situation for decades. While India has been an adversary since Pakistan's independence, the Soviet invasion of Afghanistan created a destabilizing situation for Pakistan. He was of the view that scholars and subject specialists deserve appreciation for delving on regional connectivity, economic integration and cooperation, which Pakistan offers to its immediate and extended neighbourhood. He stressed the need to foster greater cooperation for enhanced trade between the neighbours as regional cooperation has become a success story in many regions, especially the EU and ASEAN. South Asia has all the potential to emerge as a formidable economic bloc; same is true for Central Asia and the Middle East and North Africa (MENA) region, he concluded. bbox=[692, 1267, 916, 1370]
article-paragraph: Gold price remained subdued on Thursday as a stickier US inflation report for August confused investors about further direction. The precious metal strived for a decisive move as the market hoped that the impact of higher headline inflation due to rising gasoline prices remained limited to the headline Consumer Price Index (CPI). The US dollar demonstrated a volatility compression after a slightly hot inflation report failed to prompt hawkish Federal Reserve bets. bbox=[464, 713, 688, 778]
article-paragraph: The International Energy Agency (IEA) said on Wednesday that oil prices are set for a surge in volatility amid an expected "significant supply shortfall" on the market in the fourth quarter of 2023, due to the Saudi-led cuts to OPEC+ oil supply. So far this year, higher crude oil production from countries outside the OPEC+ alliance has managed to offset part of the OPEC+ cuts.-TLTP bbox=[692, 1191, 916, 1247]
article-header bbox=[692, 1251, 916, 1264]
continuation-article bbox=[237, 1102, 461, 1285]
article-paragraph: Dr. Baig said that the positive effects of the crackdown on the orders of Army Chief General Asim Munir are coming out, but it is necessary to take strict action against the electricity and gas thieves in the country because billions of rupees of gas and electricity are stolen in the country every year is happening and if strict measures are taken to prevent it, the country's coffers will start filling up. bbox=[9, 337, 233, 394]
